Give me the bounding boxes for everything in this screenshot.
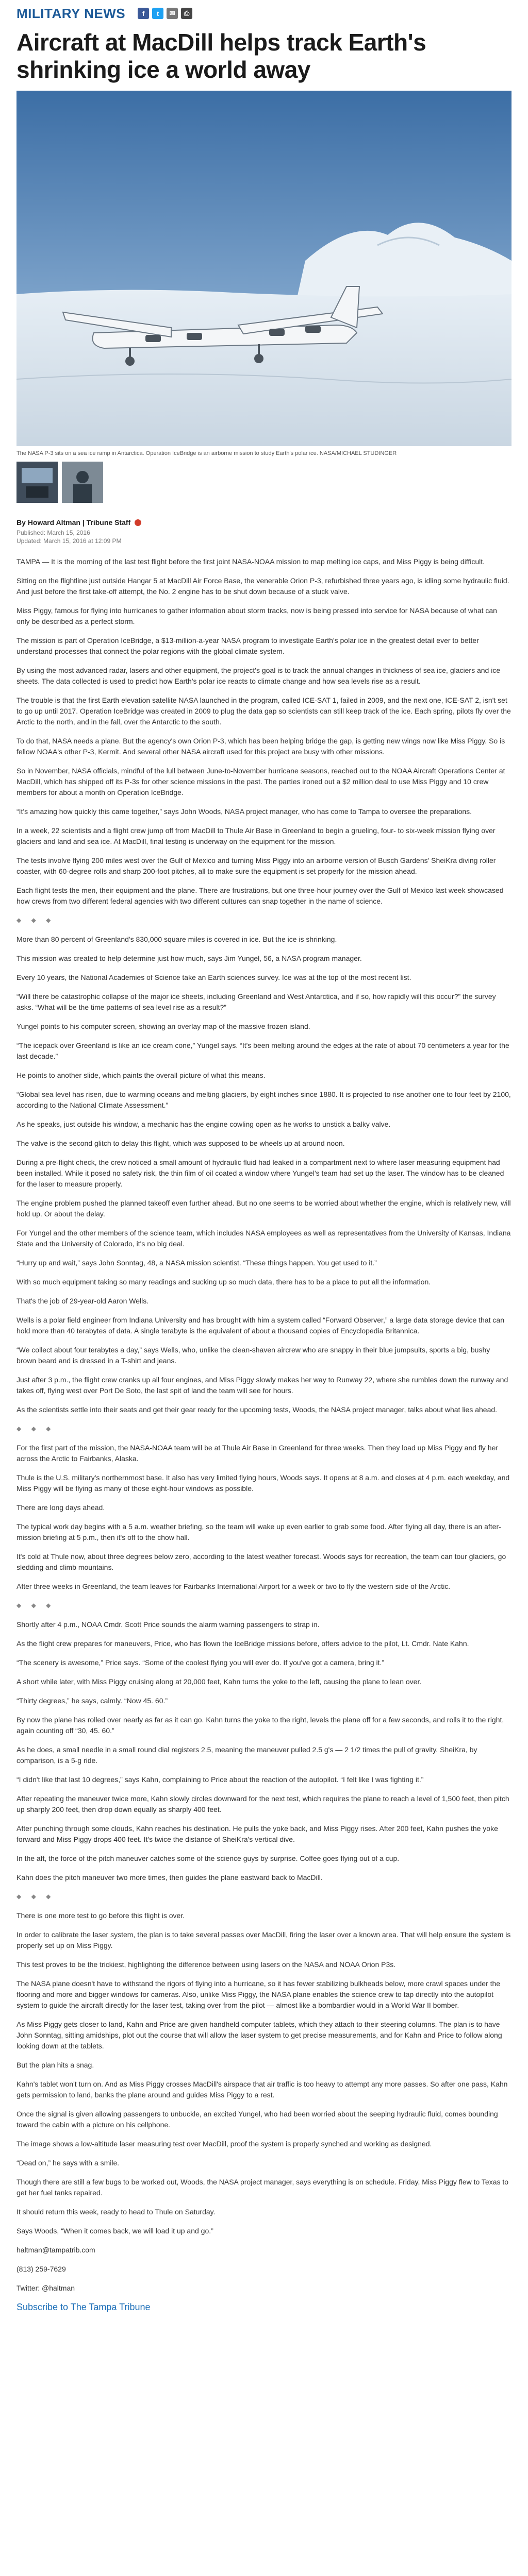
article-paragraph: With so much equipment taking so many readings and sucking up so much data, there has to be a place to put all the information. — [16, 1278, 431, 1286]
article-paragraph: By now the plane has rolled over nearly as far as it can go. Kahn turns the yoke to the right, levels the plane off for a few seconds, and rolls it to the right, again counting off “30, 45. 60.” — [16, 1716, 504, 1735]
section-separator: ◆ ◆ ◆ — [16, 917, 55, 924]
article-paragraph: In the aft, the force of the pitch maneuver catches some of the science guys by surprise. Coffee goes flying out of a cup. — [16, 1854, 400, 1862]
article-paragraph: During a pre-flight check, the crew noticed a small amount of hydraulic fluid had leaked in a compartment next to where laser measuring equipment had been installed. While it posed no safety risk, the thin film of oil coated a window where Yungel's team had set up the laser. The window has to be cleaned for the laser to measure properly. — [16, 1158, 504, 1188]
photo-thumbnails — [16, 462, 512, 503]
article-paragraph: Thule is the U.S. military's northernmost base. It also has very limited flying hours, Woods says. It opens at 8 a.m. and closes at 4 p.m. each weekday, and Miss Piggy will be flying as many of those eight-hour windows as possible. — [16, 1473, 510, 1493]
contact-twitter[interactable]: Twitter: @haltman — [16, 2284, 75, 2292]
article-paragraph: Shortly after 4 p.m., NOAA Cmdr. Scott Price sounds the alarm warning passengers to strap in. — [16, 1620, 320, 1629]
twitter-icon[interactable]: t — [152, 8, 163, 19]
article-body — [16, 556, 512, 2236]
thumbnail-image[interactable] — [62, 462, 103, 503]
article-paragraph: TAMPA — It is the morning of the last test flight before the first joint NASA-NOAA mission to map melting ice caps, and Miss Piggy is being difficult. — [16, 557, 485, 566]
article-paragraph: Yungel points to his computer screen, showing an overlay map of the massive frozen island. — [16, 1022, 310, 1030]
contact-phone: (813) 259-7629 — [16, 2265, 66, 2273]
article-paragraph: In order to calibrate the laser system, the plan is to take several passes over MacDill, firing the laser over a known area. That will help ensure the system is properly set up on Miss Piggy. — [16, 1930, 511, 1950]
article-paragraph: “Dead on,” he says with a smile. — [16, 2159, 120, 2167]
headline: Aircraft at MacDill helps track Earth's shrinking ice a world away — [16, 29, 426, 83]
byline — [16, 518, 512, 527]
email-icon[interactable]: ✉ — [167, 8, 178, 19]
article-paragraph: But the plan hits a snag. — [16, 2061, 94, 2069]
article-paragraph: By using the most advanced radar, lasers and other equipment, the project's goal is to track the annual changes in thickness of sea ice, glaciers and ice sheets. The data collected is used to predict how Earth's polar ice reacts to climate change and how sea levels rise as a result. — [16, 666, 501, 685]
photo-caption: The NASA P-3 sits on a sea ice ramp in Antarctica. Operation IceBridge is an airborne mission to study Earth's polar ice. NASA/MICHAEL STUDINGER — [16, 450, 397, 456]
article-paragraph: This mission was created to help determine just how much, says Jim Yungel, 56, a NASA program manager. — [16, 954, 362, 962]
article-paragraph: For Yungel and the other members of the science team, which includes NASA employees as well as representatives from the University of Kansas, Indiana State and the University of Colorado, it's no big deal. — [16, 1229, 511, 1248]
article-paragraph: “Global sea level has risen, due to warming oceans and melting glaciers, by eight inches since 1880. It is projected to rise another one to four feet by 2100, according to the National Climate Assessment.” — [16, 1090, 511, 1109]
article-paragraph: Every 10 years, the National Academies of Science take an Earth sciences survey. Ice was at the top of the most recent list. — [16, 973, 411, 981]
section-separator: ◆ ◆ ◆ — [16, 1602, 55, 1609]
article-paragraph: Just after 3 p.m., the flight crew cranks up all four engines, and Miss Piggy slowly makes her way to Runway 22, where she rumbles down the runway and takes off, flying west over Port De Soto, the last spit of land the team will see for hours. — [16, 1376, 508, 1395]
article-paragraph: As he speaks, just outside his window, a mechanic has the engine cowling open as he works to unstick a balky valve. — [16, 1120, 391, 1128]
author-name[interactable]: By Howard Altman | Tribune Staff — [16, 518, 131, 527]
article-paragraph: “The icepack over Greenland is like an ice cream cone,” Yungel says. “It's been melting around the edges at the rate of about 70 centimeters a year for the last decade.” — [16, 1041, 509, 1060]
article-paragraph: As the scientists settle into their seats and get their gear ready for the upcoming tests, Woods, the NASA project manager, talks about what lies ahead. — [16, 1405, 498, 1414]
article-paragraph: There are long days ahead. — [16, 1503, 105, 1512]
article-paragraph: It's cold at Thule now, about three degrees below zero, according to the latest weather forecast. Woods says for recreation, the team can tour glaciers, go sledding and climb mountains. — [16, 1552, 506, 1571]
section-separator: ◆ ◆ ◆ — [16, 1893, 55, 1900]
article-paragraph: The typical work day begins with a 5 a.m. weather briefing, so the team will wake up even earlier to grab some food. After flying all day, there is an after-mission briefing at 5 p.m., then it's off to the chow hall. — [16, 1522, 501, 1541]
contact-email[interactable]: haltman@tampatrib.com — [16, 2246, 95, 2254]
thumbnail-cockpit-image — [16, 462, 58, 503]
article-paragraph: Though there are still a few bugs to be worked out, Woods, the NASA project manager, says everything is on schedule. Friday, Miss Piggy flew to Texas to get her fuel tanks repaired. — [16, 2178, 509, 2197]
article-paragraph: To do that, NASA needs a plane. But the agency's own Orion P-3, which has been helping bridge the gap, is getting new wings now like Miss Piggy. So is fellow NOAA's other P-3, Kermit. And several other NASA aircraft used for this project are busy with other missions. — [16, 737, 505, 756]
article-paragraph: After repeating the maneuver twice more, Kahn slowly circles downward for the next test, which requires the plane to reach a level of 1,500 feet, then pitch up sharply 200 feet, then drop down equally as sharply 400 feet. — [16, 1794, 509, 1814]
subscribe-link[interactable]: Subscribe to The Tampa Tribune — [16, 2302, 151, 2312]
article-paragraph: The mission is part of Operation IceBridge, a $13-million-a-year NASA program to investigate Earth's polar ice in the greatest detail ever to better understand processes that connect the polar regions with the global climate system. — [16, 636, 479, 655]
author-contact — [16, 2245, 512, 2294]
article-paragraph: “The scenery is awesome,” Price says. “Some of the coolest flying you will ever do. If you've got a camera, bring it.” — [16, 1658, 385, 1667]
article-paragraph: So in November, NASA officials, mindful of the lull between June-to-November hurricane seasons, reached out to the NOAA Aircraft Operations Center at MacDill, which has shipped off its P-3s for other science missions in the past. The parties ironed out a $2 million deal to use Miss Piggy and 10 crew members for about a month on Operation IceBridge. — [16, 767, 505, 796]
article-paragraph: “Will there be catastrophic collapse of the major ice sheets, including Greenland and West Antarctica, and if so, how rapidly will this occur?” the survey asks. “What will be the time patterns of sea level rise as a result?” — [16, 992, 496, 1011]
section-title: MILITARY NEWS — [16, 5, 126, 21]
share-bar — [138, 8, 192, 19]
article-paragraph: The trouble is that the first Earth elevation satellite NASA launched in the program, called ICE-SAT 1, failed in 2009, and the next one, ICE-SAT 2, isn't set to go up until 2017. Operation IceBridge was created in 2009 to plug the data gap so scientists can still keep track of the ice. Each spring, pilots fly over the Arctic to the north, and in the fall, over the Antarctic to the south. — [16, 696, 511, 726]
article-paragraph: “Thirty degrees,” he says, calmly. “Now 45. 60.” — [16, 1697, 168, 1705]
hero-photo[interactable] — [16, 91, 512, 446]
article-paragraph: The valve is the second glitch to delay this flight, which was supposed to be wheels up at around noon. — [16, 1139, 345, 1147]
article-paragraph: As he does, a small needle in a small round dial registers 2.5, meaning the maneuver pulled 2.5 g's — 2 1/2 times the pull of gravity. SheiKra, by comparison, is a 5-g ride. — [16, 1745, 477, 1765]
article-paragraph: It should return this week, ready to head to Thule on Saturday. — [16, 2208, 216, 2216]
updated-date: Updated: March 15, 2016 at 12:09 PM — [16, 537, 122, 545]
article-paragraph: In a week, 22 scientists and a flight crew jump off from MacDill to Thule Air Base in Greenland to begin a grueling, four- to six-week mission flying over glaciers and land and sea ice. At MacDill, final testing is underway on the equipment for the mission. — [16, 826, 496, 845]
article-paragraph: Sitting on the flightline just outside Hangar 5 at MacDill Air Force Base, the venerable Orion P-3, refurbished three years ago, is idling some hydraulic fluid. And just before the first take-off attempt, the No. 2 engine has to be shut down because of a stuck valve. — [16, 577, 509, 596]
thumbnail-image[interactable] — [16, 462, 58, 503]
print-icon[interactable]: ⎙ — [181, 8, 192, 19]
article-paragraph: Wells is a polar field engineer from Indiana University and has brought with him a system called “Forward Observer,” a large data storage device that can hold more than 40 terabytes of data. A single terabyte is the equivalent of about a thousand copies of Encyclopedia Britannica. — [16, 1316, 504, 1335]
article-paragraph: The tests involve flying 200 miles west over the Gulf of Mexico and turning Miss Piggy into an airborne version of Busch Gardens' SheiKra diving roller coaster, with 60-degree rolls and sharp 200-foot pitches, all to make sure the equipment is set properly for the mission ahead. — [16, 856, 496, 875]
article-paragraph: The image shows a low-altitude laser measuring test over MacDill, proof the system is properly synched and working as designed. — [16, 2140, 432, 2148]
article-paragraph: For the first part of the mission, the NASA-NOAA team will be at Thule Air Base in Greenland for three weeks. Then they load up Miss Piggy and fly her across the Arctic to Fairbanks, Alaska. — [16, 1444, 499, 1463]
article-paragraph: Says Woods, “When it comes back, we will load it up and go.” — [16, 2227, 213, 2235]
article-paragraph: After three weeks in Greenland, the team leaves for Fairbanks International Airport for a week or two to fly the western side of the Arctic. — [16, 1582, 451, 1590]
article-paragraph: “We collect about four terabytes a day,” says Wells, who, unlike the clean-shaven aircrew who are snappy in their blue jumpsuits, sports a big, bushy brown beard and is dressed in a T-shirt and jeans. — [16, 1346, 490, 1365]
article-paragraph: Each flight tests the men, their equipment and the plane. There are frustrations, but one three-hour journey over the Gulf of Mexico last week showcased how crews from two different federal agencies with two different cultures can snap together in the name of science. — [16, 886, 504, 905]
article-paragraph: A short while later, with Miss Piggy cruising along at 20,000 feet, Kahn turns the yoke to the left, causing the plane to lean over. — [16, 1677, 422, 1686]
article-paragraph: As the flight crew prepares for maneuvers, Price, who has flown the IceBridge missions before, offers advice to the pilot, Lt. Cmdr. Nate Kahn. — [16, 1639, 469, 1648]
article-paragraph: More than 80 percent of Greenland's 830,000 square miles is covered in ice. But the ice is shrinking. — [16, 935, 337, 943]
article-paragraph: After punching through some clouds, Kahn reaches his destination. He pulls the yoke back, and Miss Piggy rises. After 200 feet, Kahn pushes the yoke forward and Miss Piggy drops 400 feet. It's twice the distance of SheiKra's vertical dive. — [16, 1824, 498, 1843]
article-paragraph: As Miss Piggy gets closer to land, Kahn and Price are given handheld computer tablets, which they attach to their steering columns. The plan is to have John Sonntag, sitting amidships, plot out the course that will allow the laser system to get precise measurements, and for Kahn and Price to follow along looking down at the tablets. — [16, 2020, 502, 2050]
published-date: Published: March 15, 2016 — [16, 529, 90, 536]
publish-dates — [16, 529, 512, 545]
article-paragraph: Once the signal is given allowing passengers to unbuckle, an excited Yungel, who had been worried about the seeping hydraulic fluid, comes bounding toward the cabin with a picture on his cellphone. — [16, 2110, 498, 2129]
article-paragraph: That's the job of 29-year-old Aaron Wells. — [16, 1297, 149, 1305]
article-paragraph: The engine problem pushed the planned takeoff even further ahead. But no one seems to be worried about whether the engine, which is relatively new, will hold up. Or about the delay. — [16, 1199, 511, 1218]
section-header — [16, 0, 512, 27]
article-paragraph: “It's amazing how quickly this came together,” says John Woods, NASA project manager, who has come to Tampa to oversee the preparations. — [16, 807, 472, 816]
article-paragraph: There is one more test to go before this flight is over. — [16, 1911, 185, 1920]
article-paragraph: He points to another slide, which paints the overall picture of what this means. — [16, 1071, 266, 1079]
article-paragraph: Miss Piggy, famous for flying into hurricanes to gather information about storm tracks, now is being pressed into service for NASA because of what can only be described as a perfect storm. — [16, 606, 497, 625]
thumbnail-crew-image — [62, 462, 103, 503]
article-paragraph: “Hurry up and wait,” says John Sonntag, 48, a NASA mission scientist. “These things happen. You get used to it.” — [16, 1259, 377, 1267]
author-badge-icon — [135, 519, 141, 526]
article-paragraph: “I didn't like that last 10 degrees,” says Kahn, complaining to Price about the reaction of the autopilot. “I felt like I was fighting it.” — [16, 1775, 424, 1784]
article-paragraph: Kahn's tablet won't turn on. And as Miss Piggy crosses MacDill's airspace that air traffic is too heavy to attempt any more passes. So after one pass, Kahn gets permission to land, banks the plane around and guides Miss Piggy to a rest. — [16, 2080, 508, 2099]
facebook-icon[interactable]: f — [138, 8, 149, 19]
aircraft-on-ice-image — [16, 91, 512, 446]
article-paragraph: The NASA plane doesn't have to withstand the rigors of flying into a hurricane, so it has fewer stabilizing bulkheads below, more crawl spaces under the flooring and more and bigger windows for cameras. Also, unlike Miss Piggy, the NASA plane enables the science crew to tap directly into the autopilot system to guide the aircraft directly for the laser test, taking over from the pilot — almost like a bombardier would in a World War II bomber. — [16, 1979, 501, 2009]
article-container — [16, 0, 512, 2313]
article-paragraph: Kahn does the pitch maneuver two more times, then guides the plane eastward back to MacDill. — [16, 1873, 323, 1882]
article-paragraph: This test proves to be the trickiest, highlighting the difference between using lasers on the NASA and NOAA Orion P3s. — [16, 1960, 396, 1969]
section-separator: ◆ ◆ ◆ — [16, 1425, 55, 1432]
